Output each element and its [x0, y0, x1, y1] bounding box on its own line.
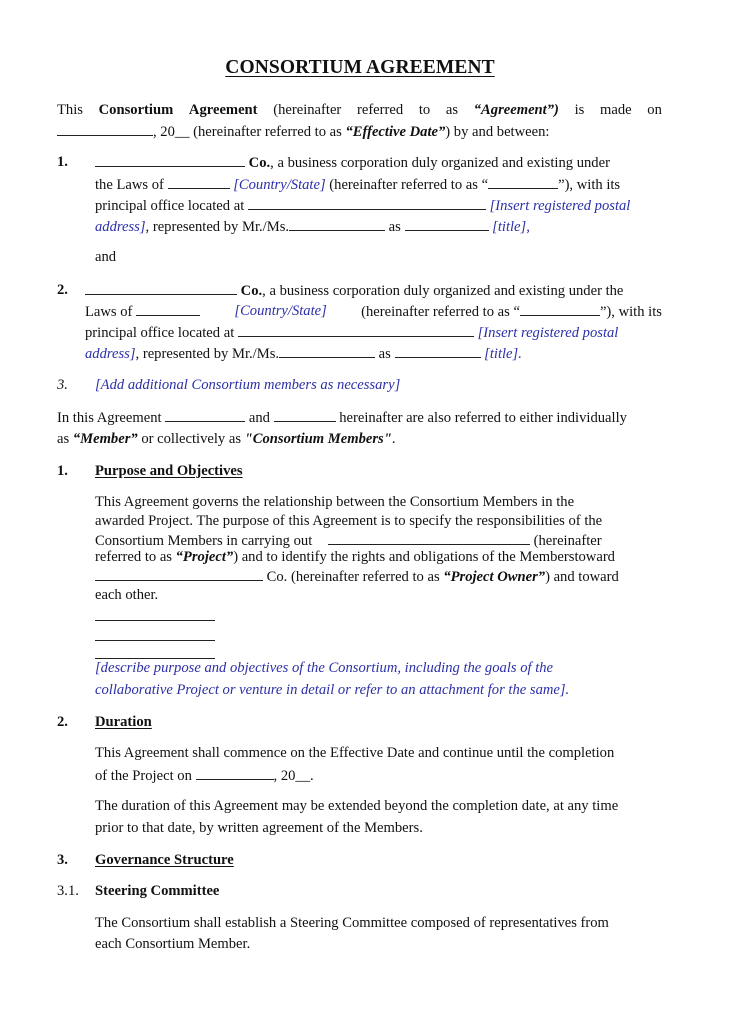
- party-1-line-1: Co., a business corporation duly organized and existing under: [95, 153, 662, 172]
- section-1-para-line-5: Co. (hereinafter referred to as “Project Owner”) and toward: [95, 567, 619, 586]
- party-2-line-1: Co., a business corporation duly organized and existing under the: [85, 281, 662, 300]
- intro-line-1: This Consortium Agreement (hereinafter referred to as “Agreement”) is made on: [57, 102, 662, 118]
- intro-line-2: , 20__ (hereinafter referred to as “Effective Date”) by and between:: [57, 122, 549, 141]
- subsection-3-1-heading: Steering Committee: [95, 883, 220, 899]
- party-2-alias-blank[interactable]: [520, 302, 600, 316]
- duration-para-1-line-2: of the Project on , 20__.: [95, 768, 314, 784]
- section-1-para-line-6: each other.: [95, 587, 159, 603]
- duration-para-2-line-1: The duration of this Agreement may be extended beyond the completion date, at any time: [95, 798, 619, 814]
- subsection-3-1-number: 3.1.: [57, 883, 79, 899]
- party-2-representative-blank[interactable]: [279, 344, 375, 358]
- party-3-number: 3.: [57, 377, 68, 393]
- party-1-line-4: address], represented by Mr./Ms. as [title],: [95, 219, 530, 235]
- party-2-address-blank[interactable]: [238, 323, 474, 337]
- party-2-company-blank[interactable]: [85, 281, 237, 295]
- party-1-laws-blank[interactable]: [168, 175, 230, 189]
- member-2-blank[interactable]: [274, 408, 336, 422]
- objective-blank-1[interactable]: [95, 620, 215, 621]
- objective-blank-2[interactable]: [95, 640, 215, 641]
- members-line-1: In this Agreement and hereinafter are also referred to either individually: [57, 410, 627, 426]
- section-3-heading: Governance Structure: [95, 852, 234, 868]
- document-title: CONSORTIUM AGREEMENT: [225, 57, 495, 78]
- section-3-number: 3.: [57, 852, 68, 868]
- date-blank[interactable]: [57, 122, 153, 136]
- and-text: and: [95, 249, 117, 265]
- party-1-line-3: principal office located at [Insert registered postal: [95, 198, 631, 214]
- section-1-number: 1.: [57, 463, 68, 479]
- party-2-laws-blank[interactable]: [136, 302, 200, 316]
- party-1-alias-blank[interactable]: [488, 175, 558, 189]
- party-2-number: 2.: [57, 282, 68, 298]
- purpose-placeholder-line-1: [describe purpose and objectives of the Consortium, including the goals of the: [95, 660, 554, 676]
- party-1-title-blank[interactable]: [405, 217, 489, 231]
- country-state-placeholder: [Country/State]: [233, 177, 326, 193]
- purpose-placeholder-line-2: collaborative Project or venture in detail or refer to an attachment for the same].: [95, 682, 570, 698]
- member-1-blank[interactable]: [165, 408, 245, 422]
- party-2-title-blank[interactable]: [395, 344, 481, 358]
- section-2-heading: Duration: [95, 714, 152, 730]
- project-name-blank[interactable]: [328, 531, 530, 545]
- section-2-number: 2.: [57, 714, 68, 730]
- party-1-number: 1.: [57, 154, 68, 170]
- duration-para-1-line-1: This Agreement shall commence on the Effective Date and continue until the completion: [95, 745, 615, 761]
- steering-committee-line-2: each Consortium Member.: [95, 936, 251, 952]
- project-owner-blank[interactable]: [95, 567, 263, 581]
- party-1-address-blank[interactable]: [248, 196, 486, 210]
- party-2-line-3: principal office located at [Insert registered postal: [85, 325, 619, 341]
- steering-committee-line-1: The Consortium shall establish a Steering Committee composed of representatives from: [95, 915, 609, 931]
- section-1-para-line-1: This Agreement governs the relationship between the Consortium Members in the: [95, 494, 575, 510]
- duration-para-2-line-2: prior to that date, by written agreement of the Members.: [95, 820, 423, 836]
- party-1-line-2: the Laws of [Country/State] (hereinafter referred to as “ ”), with its: [95, 177, 621, 193]
- section-1-para-line-3: Consortium Members in carrying out (hereinafter: [95, 533, 602, 549]
- party-1-representative-blank[interactable]: [289, 217, 385, 231]
- party-2-line-2: Laws of [Country/State] (hereinafter referred to as “ ”), with its: [85, 303, 662, 320]
- section-1-heading: Purpose and Objectives: [95, 463, 243, 479]
- party-1-company-blank[interactable]: [95, 153, 245, 167]
- party-3-placeholder: [Add additional Consortium members as necessary]: [95, 377, 401, 393]
- party-2-line-4: address], represented by Mr./Ms. as [title].: [85, 346, 522, 362]
- completion-date-blank[interactable]: [196, 766, 274, 780]
- section-1-para-line-2: awarded Project. The purpose of this Agreement is to specify the responsibilities of the: [95, 513, 603, 529]
- section-1-para-line-4: referred to as “Project”) and to identify the rights and obligations of the Memberstoward: [95, 549, 615, 565]
- members-line-2: as “Member” or collectively as "Consortium Members".: [57, 431, 396, 447]
